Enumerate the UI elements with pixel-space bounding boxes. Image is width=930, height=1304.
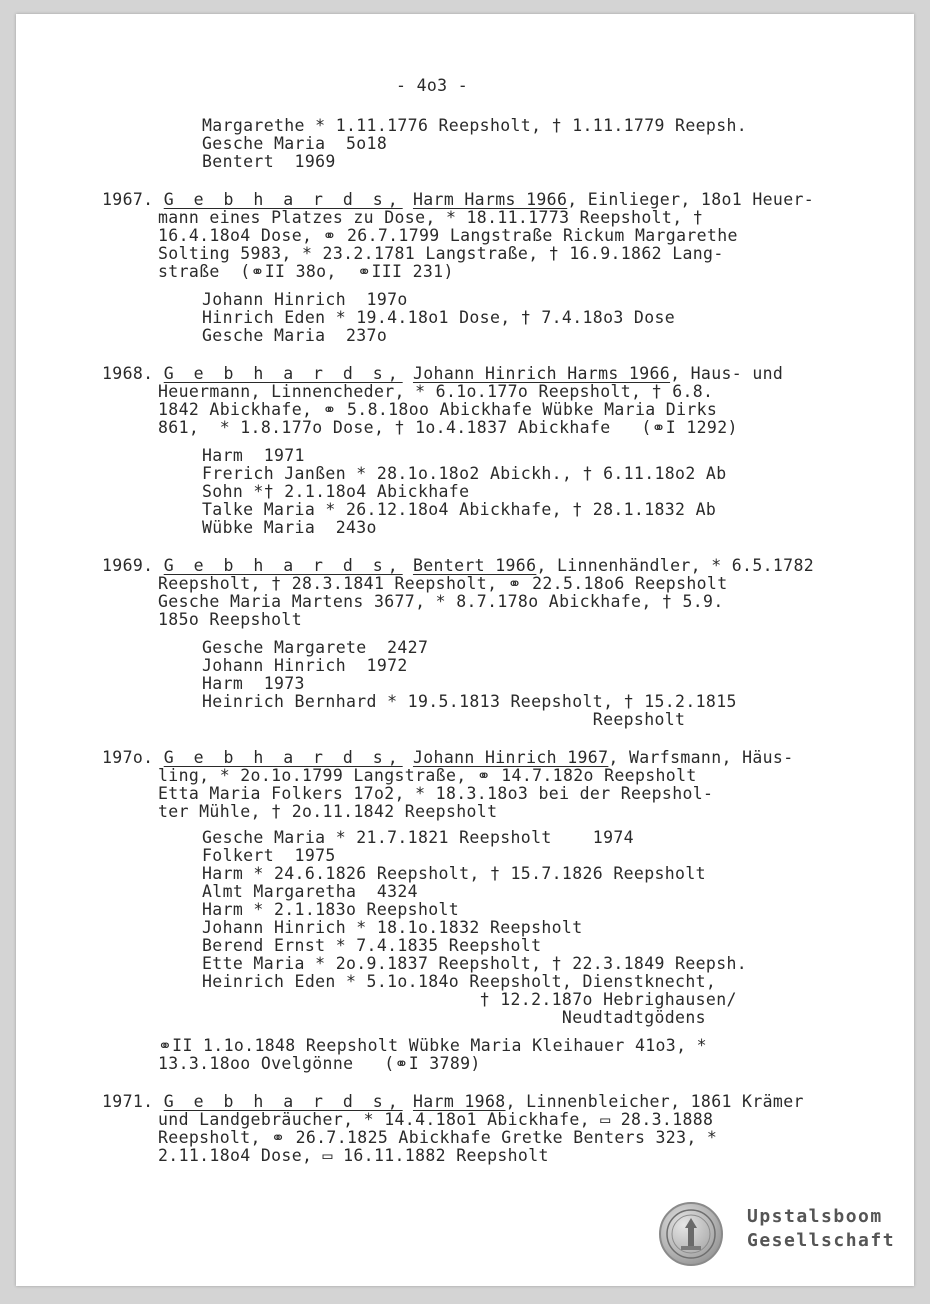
seal-icon bbox=[659, 1202, 723, 1266]
child-line: Talke Maria * 26.12.18o4 Abickhafe, † 28.1.1832 Ab bbox=[202, 500, 717, 519]
entry-header-rest: , Warfsmann, Häus- bbox=[608, 748, 794, 767]
child-line: Gesche Margarete 2427 bbox=[202, 638, 429, 657]
continuation-line: Gesche Maria 5o18 bbox=[202, 134, 388, 153]
page-number: - 4o3 - bbox=[396, 76, 468, 95]
entry-text-line: 861, * 1.8.177o Dose, † 1o.4.1837 Abickhafe (⚭I 1292) bbox=[158, 418, 738, 437]
entry-text-line: 1842 Abickhafe, ⚭ 5.8.18oo Abickhafe Wübke Maria Dirks bbox=[158, 400, 718, 419]
entry-surname: G e b h a r d s, bbox=[163, 1092, 403, 1111]
child-line: Hinrich Eden * 19.4.18o1 Dose, † 7.4.18o3 Dose bbox=[202, 308, 676, 327]
child-line: Frerich Janßen * 28.1o.18o2 Abickh., † 6.11.18o2 Ab bbox=[202, 464, 727, 483]
document-page bbox=[16, 14, 914, 1286]
entry-number: 1967. bbox=[102, 190, 154, 209]
child-line: Ette Maria * 2o.9.1837 Reepsholt, † 22.3.1849 Reepsh. bbox=[202, 954, 748, 973]
entry-number: 1969. bbox=[102, 556, 154, 575]
entry-text-line: und Landgebräucher, * 14.4.18o1 Abickhafe, ▭ 28.3.1888 bbox=[158, 1110, 714, 1129]
child-line: Harm 1973 bbox=[202, 674, 305, 693]
society-logo bbox=[659, 1202, 909, 1282]
entry-given-name: Johann Hinrich Harms 1966 bbox=[412, 364, 671, 383]
entry-text-line: 16.4.18o4 Dose, ⚭ 26.7.1799 Langstraße Rickum Margarethe bbox=[158, 226, 738, 245]
entry-text-line: Reepsholt, † 28.3.1841 Reepsholt, ⚭ 22.5.18o6 Reepsholt bbox=[158, 574, 728, 593]
entry-number: 197o. bbox=[102, 748, 154, 767]
entry-surname: G e b h a r d s, bbox=[163, 556, 403, 575]
entry-number: 1971. bbox=[102, 1092, 154, 1111]
child-line: Folkert 1975 bbox=[202, 846, 336, 865]
entry-text-line: Solting 5983, * 23.2.1781 Langstraße, † 16.9.1862 Lang- bbox=[158, 244, 724, 263]
entry-surname: G e b h a r d s, bbox=[163, 364, 403, 383]
entry-number: 1968. bbox=[102, 364, 154, 383]
second-marriage-line: ⚭II 1.1o.1848 Reepsholt Wübke Maria Kleihauer 41o3, * bbox=[158, 1036, 707, 1055]
entry-text-line: mann eines Platzes zu Dose, * 18.11.1773 Reepsholt, † bbox=[158, 208, 704, 227]
entry-1967-header bbox=[102, 191, 814, 209]
child-line: Harm 1971 bbox=[202, 446, 305, 465]
child-line: † 12.2.187o Hebrighausen/ bbox=[202, 990, 737, 1009]
entry-header-rest: , Haus- und bbox=[670, 364, 784, 383]
logo-title: Upstalsboom bbox=[747, 1206, 883, 1227]
child-line: Harm * 2.1.183o Reepsholt bbox=[202, 900, 460, 919]
entry-text-line: ter Mühle, † 2o.11.1842 Reepsholt bbox=[158, 802, 498, 821]
entry-1968-header bbox=[102, 365, 783, 383]
child-line: Almt Margaretha 4324 bbox=[202, 882, 418, 901]
entry-header-rest: , Linnenhändler, * 6.5.1782 bbox=[536, 556, 815, 575]
child-line: Gesche Maria * 21.7.1821 Reepsholt 1974 bbox=[202, 828, 634, 847]
logo-subtitle: Gesellschaft bbox=[747, 1230, 896, 1251]
child-line: Gesche Maria 237o bbox=[202, 326, 388, 345]
entry-text-line: Etta Maria Folkers 17o2, * 18.3.18o3 bei der Reepshol- bbox=[158, 784, 714, 803]
entry-header-rest: , Einlieger, 18o1 Heuer- bbox=[567, 190, 815, 209]
child-line: Heinrich Bernhard * 19.5.1813 Reepsholt, † 15.2.1815 bbox=[202, 692, 737, 711]
entry-surname: G e b h a r d s, bbox=[163, 748, 403, 767]
entry-text-line: Gesche Maria Martens 3677, * 8.7.178o Abickhafe, † 5.9. bbox=[158, 592, 724, 611]
entry-1971-header bbox=[102, 1093, 804, 1111]
child-line: Harm * 24.6.1826 Reepsholt, † 15.7.1826 Reepsholt bbox=[202, 864, 706, 883]
entry-1969-header bbox=[102, 557, 814, 575]
second-marriage-line: 13.3.18oo Ovelgönne (⚭I 3789) bbox=[158, 1054, 481, 1073]
entry-1970-header bbox=[102, 749, 793, 767]
child-line: Johann Hinrich 197o bbox=[202, 290, 408, 309]
child-line: Johann Hinrich 1972 bbox=[202, 656, 408, 675]
entry-surname: G e b h a r d s, bbox=[163, 190, 403, 209]
child-line: Heinrich Eden * 5.1o.184o Reepsholt, Dienstknecht, bbox=[202, 972, 717, 991]
entry-text-line: ling, * 2o.1o.1799 Langstraße, ⚭ 14.7.182o Reepsholt bbox=[158, 766, 697, 785]
child-line: Reepsholt bbox=[202, 710, 686, 729]
entry-given-name: Johann Hinrich 1967 bbox=[412, 748, 609, 767]
entry-text-line: straße (⚭II 38o, ⚭III 231) bbox=[158, 262, 454, 281]
entry-text-line: Heuermann, Linnencheder, * 6.1o.177o Reepsholt, † 6.8. bbox=[158, 382, 714, 401]
continuation-line: Margarethe * 1.11.1776 Reepsholt, † 1.11.1779 Reepsh. bbox=[202, 116, 748, 135]
continuation-line: Bentert 1969 bbox=[202, 152, 336, 171]
entry-given-name: Bentert 1966 bbox=[412, 556, 537, 575]
entry-given-name: Harm 1968 bbox=[412, 1092, 506, 1111]
child-line: Wübke Maria 243o bbox=[202, 518, 377, 537]
child-line: Berend Ernst * 7.4.1835 Reepsholt bbox=[202, 936, 542, 955]
child-line: Neudtadtgödens bbox=[202, 1008, 706, 1027]
entry-text-line: 185o Reepsholt bbox=[158, 610, 302, 629]
entry-text-line: Reepsholt, ⚭ 26.7.1825 Abickhafe Gretke Benters 323, * bbox=[158, 1128, 718, 1147]
child-line: Johann Hinrich * 18.1o.1832 Reepsholt bbox=[202, 918, 583, 937]
entry-given-name: Harm Harms 1966 bbox=[412, 190, 568, 209]
entry-header-rest: , Linnenbleicher, 1861 Krämer bbox=[505, 1092, 804, 1111]
child-line: Sohn *† 2.1.18o4 Abickhafe bbox=[202, 482, 470, 501]
entry-text-line: 2.11.18o4 Dose, ▭ 16.11.1882 Reepsholt bbox=[158, 1146, 549, 1165]
